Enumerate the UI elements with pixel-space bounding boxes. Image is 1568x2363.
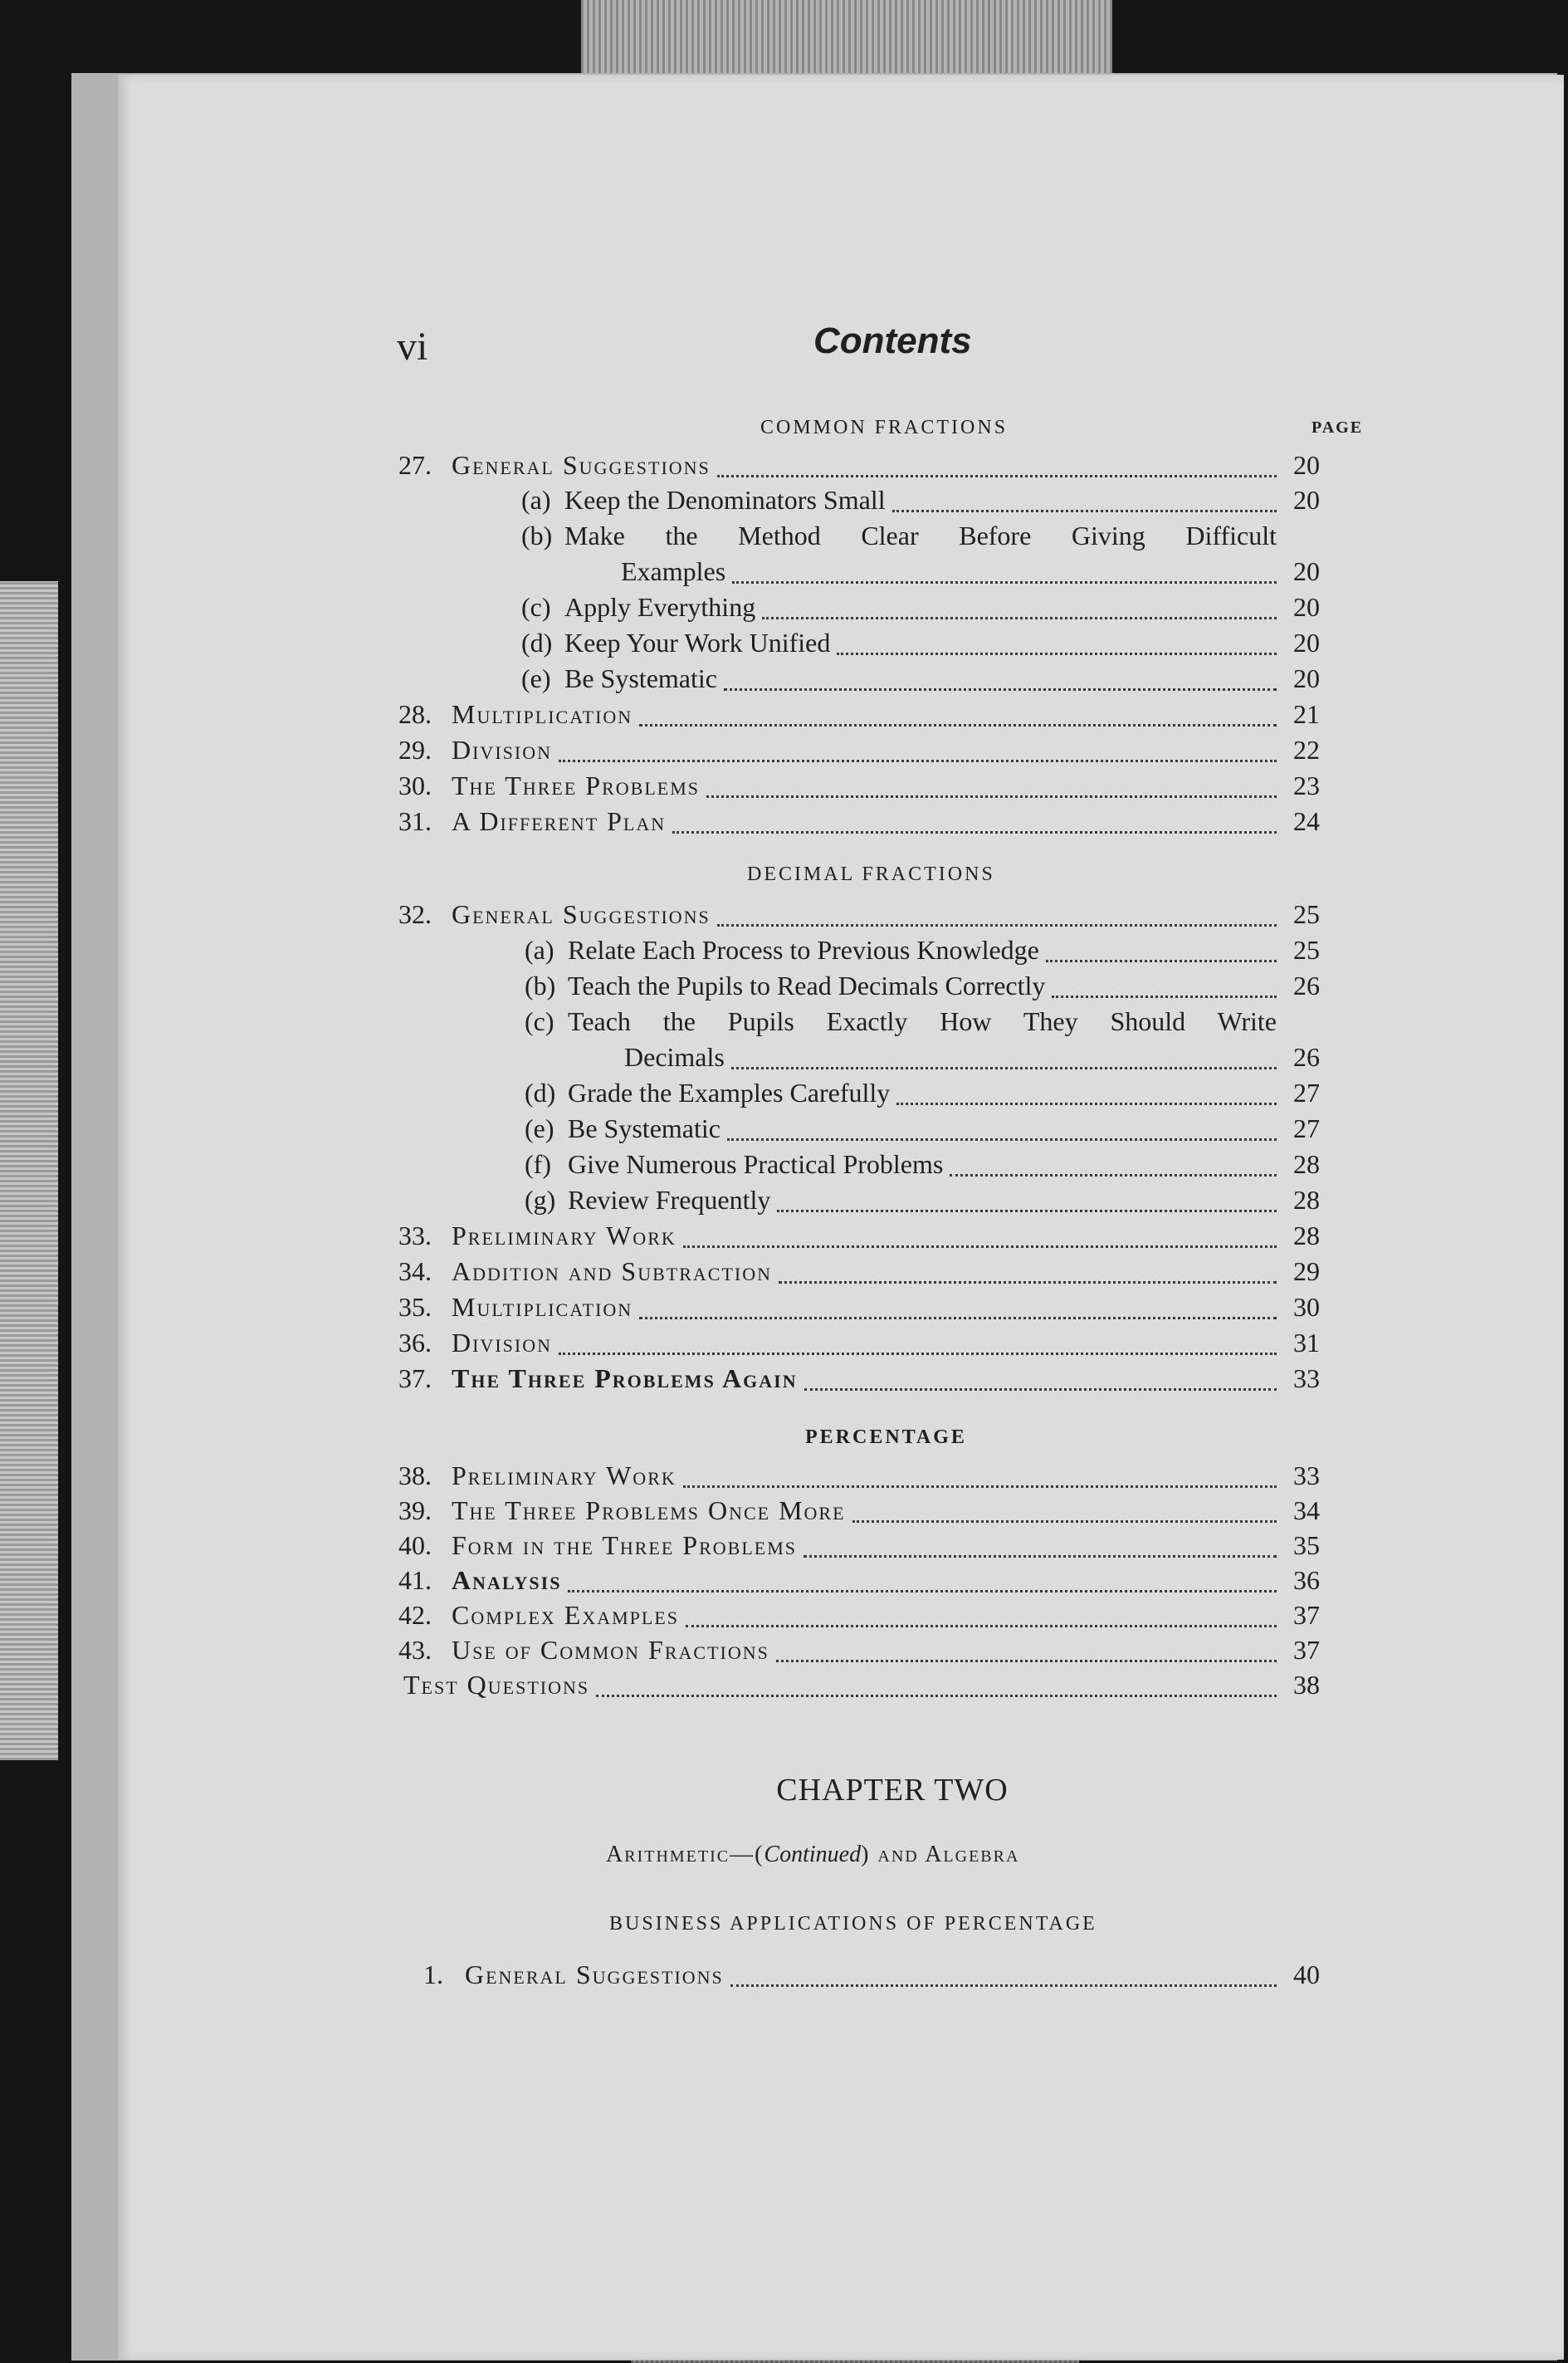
leader-dots (896, 1091, 1277, 1105)
leader-dots (730, 1973, 1277, 1987)
subentry-title-line1: Teach the Pupils Exactly How They Should Write (568, 1006, 1277, 1036)
entry-number: 43. (398, 1635, 432, 1665)
entry-page: 29 (1293, 1256, 1320, 1286)
part-heading (606, 1842, 1019, 1868)
entry-page: 28 (1293, 1185, 1320, 1215)
entry-title: A Different Plan (452, 806, 667, 836)
toc-entry[interactable] (398, 1633, 1320, 1666)
leader-dots (892, 498, 1277, 512)
toc-entry[interactable] (398, 1598, 1320, 1632)
subentry-letter: (b) (525, 971, 556, 1000)
toc-entry[interactable] (398, 1290, 1320, 1323)
entry-title: The Three Problems Once More (452, 1495, 846, 1525)
section-heading-business-applications: BUSINESS APPLICATIONS OF PERCENTAGE (609, 1913, 1097, 1935)
entry-page: 27 (1293, 1078, 1320, 1108)
toc-subentry[interactable] (398, 1183, 1320, 1216)
leader-dots (852, 1509, 1277, 1523)
leader-dots (596, 1683, 1277, 1697)
entry-page: 40 (1293, 1959, 1320, 1989)
entry-title: Preliminary Work (452, 1460, 677, 1490)
leader-dots (804, 1377, 1277, 1391)
toc-subentry[interactable] (398, 933, 1320, 966)
leader-dots (1046, 948, 1277, 962)
subentry-letter: (c) (525, 1006, 554, 1036)
toc-subentry[interactable] (398, 519, 1320, 552)
toc-subentry[interactable] (398, 969, 1320, 1002)
entry-title: Complex Examples (452, 1600, 680, 1630)
toc-entry[interactable] (398, 769, 1320, 802)
subentry-title: Grade the Examples Carefully (568, 1078, 891, 1108)
entry-number: 31. (398, 806, 432, 836)
entry-title: Addition and Subtraction (452, 1256, 772, 1286)
subentry-letter: (f) (525, 1149, 551, 1179)
entry-page: 38 (1293, 1670, 1320, 1700)
entry-number: 41. (398, 1565, 432, 1595)
toc-subentry[interactable] (398, 626, 1320, 659)
page-number: vi (397, 325, 428, 369)
toc-entry[interactable] (398, 898, 1320, 931)
part-heading-italic: Continued (764, 1842, 862, 1867)
entry-title: Division (452, 1328, 552, 1358)
subentry-title: Keep the Denominators Small (564, 485, 886, 515)
entry-page: 20 (1293, 628, 1320, 658)
leader-dots (804, 1544, 1277, 1558)
entry-page: 24 (1293, 806, 1320, 836)
entry-page: 20 (1293, 450, 1320, 480)
leader-dots (639, 1305, 1277, 1319)
entry-title: Division (452, 735, 552, 765)
section-heading-percentage: PERCENTAGE (805, 1426, 967, 1448)
entry-title: The Three Problems Again (452, 1363, 798, 1393)
toc-entry[interactable] (398, 1219, 1320, 1252)
subentry-title: Give Numerous Practical Problems (568, 1149, 944, 1179)
subentry-letter: (e) (521, 663, 551, 693)
entry-page: 28 (1293, 1149, 1320, 1179)
subentry-title: Be Systematic (564, 663, 717, 693)
entry-title: The Three Problems (452, 771, 700, 800)
entry-page: 23 (1293, 771, 1320, 800)
entry-page: 20 (1293, 556, 1320, 586)
entry-number: 28. (398, 699, 432, 729)
subentry-letter: (e) (525, 1113, 554, 1143)
toc-entry[interactable] (398, 733, 1320, 766)
entry-number: 27. (398, 450, 432, 480)
entry-page: 20 (1293, 663, 1320, 693)
leader-dots (559, 748, 1277, 762)
entry-page: 25 (1293, 899, 1320, 929)
leader-dots (568, 1578, 1277, 1592)
leader-dots (706, 784, 1277, 798)
subentry-letter: (d) (521, 628, 553, 658)
entry-number: 42. (398, 1600, 432, 1630)
entry-number: 39. (398, 1495, 432, 1525)
subentry-letter: (a) (521, 485, 551, 515)
entry-page: 31 (1293, 1328, 1320, 1358)
entry-page: 20 (1293, 485, 1320, 515)
toc-entry[interactable] (398, 1362, 1320, 1395)
entry-title: Use of Common Fractions (452, 1635, 769, 1665)
toc-subentry[interactable] (398, 1147, 1320, 1181)
leader-dots (559, 1341, 1277, 1355)
toc-entry[interactable] (398, 1563, 1320, 1597)
entry-number: 36. (398, 1328, 432, 1358)
subentry-title: Be Systematic (568, 1113, 720, 1143)
subentry-title: Apply Everything (564, 592, 756, 622)
toc-subentry[interactable] (398, 1112, 1320, 1145)
subentry-title: Keep Your Work Unified (564, 628, 831, 658)
toc-entry[interactable] (403, 1668, 1320, 1701)
toc-subentry[interactable] (398, 483, 1320, 516)
entry-page: 33 (1293, 1363, 1320, 1393)
entry-page: 35 (1293, 1530, 1320, 1560)
entry-page: 33 (1293, 1460, 1320, 1490)
entry-page: 30 (1293, 1292, 1320, 1322)
subentry-letter: (a) (525, 935, 554, 965)
leader-dots (672, 819, 1277, 834)
leader-dots (727, 1127, 1277, 1141)
entry-page: 37 (1293, 1600, 1320, 1630)
section-heading-common-fractions: COMMON FRACTIONS (760, 417, 1009, 438)
entry-page: 26 (1293, 1042, 1320, 1072)
subentry-title: Relate Each Process to Previous Knowledge (568, 935, 1039, 965)
entry-number: 34. (398, 1256, 432, 1286)
toc-entry[interactable] (398, 1459, 1320, 1492)
leader-dots (762, 605, 1277, 619)
entry-page: 26 (1293, 971, 1320, 1000)
entry-page: 22 (1293, 735, 1320, 765)
section-heading-decimal-fractions: DECIMAL FRACTIONS (747, 863, 995, 885)
subentry-letter: (b) (521, 521, 553, 550)
leader-dots (950, 1162, 1277, 1177)
toc-entry[interactable] (398, 697, 1320, 731)
toc-subentry[interactable] (398, 1005, 1320, 1038)
leader-dots (732, 570, 1277, 584)
toc-subentry[interactable] (398, 590, 1320, 624)
leader-dots (779, 1270, 1277, 1284)
page-title: Contents (813, 320, 972, 361)
entry-title: Multiplication (452, 699, 633, 729)
leader-dots (731, 1055, 1277, 1069)
leader-dots (776, 1648, 1277, 1662)
entry-number: 30. (398, 771, 432, 800)
page-column-label: PAGE (1312, 418, 1364, 437)
leader-dots (837, 641, 1277, 655)
leader-dots (1052, 984, 1277, 998)
entry-number: 40. (398, 1530, 432, 1560)
entry-page: 25 (1293, 935, 1320, 965)
toc-entry[interactable] (398, 448, 1320, 482)
subentry-letter: (g) (525, 1185, 556, 1215)
leader-dots (683, 1234, 1277, 1248)
leader-dots (724, 677, 1277, 691)
entry-title: Form in the Three Problems (452, 1530, 798, 1560)
subentry-title-line1: Make the Method Clear Before Giving Difficult (564, 521, 1277, 550)
leader-dots (686, 1613, 1277, 1627)
leader-dots (717, 912, 1277, 927)
chapter-heading: CHAPTER TWO (776, 1773, 1009, 1808)
entry-title: Multiplication (452, 1292, 633, 1322)
entry-number: 1. (423, 1959, 443, 1989)
entry-title: General Suggestions (452, 899, 711, 929)
entry-title: Test Questions (403, 1670, 590, 1700)
leader-dots (777, 1198, 1277, 1212)
leader-dots (683, 1474, 1277, 1488)
toc-entry[interactable] (398, 1326, 1320, 1359)
entry-title: Analysis (452, 1565, 562, 1595)
toc-entry[interactable] (398, 805, 1320, 838)
entry-page: 28 (1293, 1221, 1320, 1250)
leader-dots (717, 463, 1277, 477)
entry-number: 38. (398, 1460, 432, 1490)
toc-subentry[interactable] (398, 1076, 1320, 1109)
entry-page: 27 (1293, 1113, 1320, 1143)
leader-dots (639, 712, 1277, 727)
entry-number: 29. (398, 735, 432, 765)
toc-subentry-continuation[interactable] (398, 1040, 1320, 1074)
entry-number: 35. (398, 1292, 432, 1322)
subentry-title-line2: Decimals (624, 1042, 725, 1072)
part-heading-post: ) and Algebra (861, 1842, 1020, 1867)
entry-number: 37. (398, 1363, 432, 1393)
subentry-title: Review Frequently (568, 1185, 771, 1215)
entry-page: 36 (1293, 1565, 1320, 1595)
entry-number: 33. (398, 1221, 432, 1250)
entry-page: 34 (1293, 1495, 1320, 1525)
entry-page: 37 (1293, 1635, 1320, 1665)
toc-entry[interactable] (398, 1958, 1320, 1991)
toc-subentry[interactable] (398, 662, 1320, 695)
toc-entry[interactable] (398, 1494, 1320, 1527)
entry-title: Preliminary Work (452, 1221, 677, 1250)
subentry-letter: (c) (521, 592, 551, 622)
subentry-letter: (d) (525, 1078, 556, 1108)
entry-page: 21 (1293, 699, 1320, 729)
toc-subentry-continuation[interactable] (398, 555, 1320, 588)
part-heading-pre: Arithmetic—( (606, 1842, 764, 1867)
entry-number: 32. (398, 899, 432, 929)
subentry-title: Teach the Pupils to Read Decimals Correctly (568, 971, 1046, 1000)
entry-title: General Suggestions (465, 1959, 724, 1989)
toc-entry[interactable] (398, 1255, 1320, 1288)
toc-entry[interactable] (398, 1529, 1320, 1562)
entry-page: 20 (1293, 592, 1320, 622)
subentry-title-line2: Examples (621, 556, 726, 586)
entry-title: General Suggestions (452, 450, 711, 480)
